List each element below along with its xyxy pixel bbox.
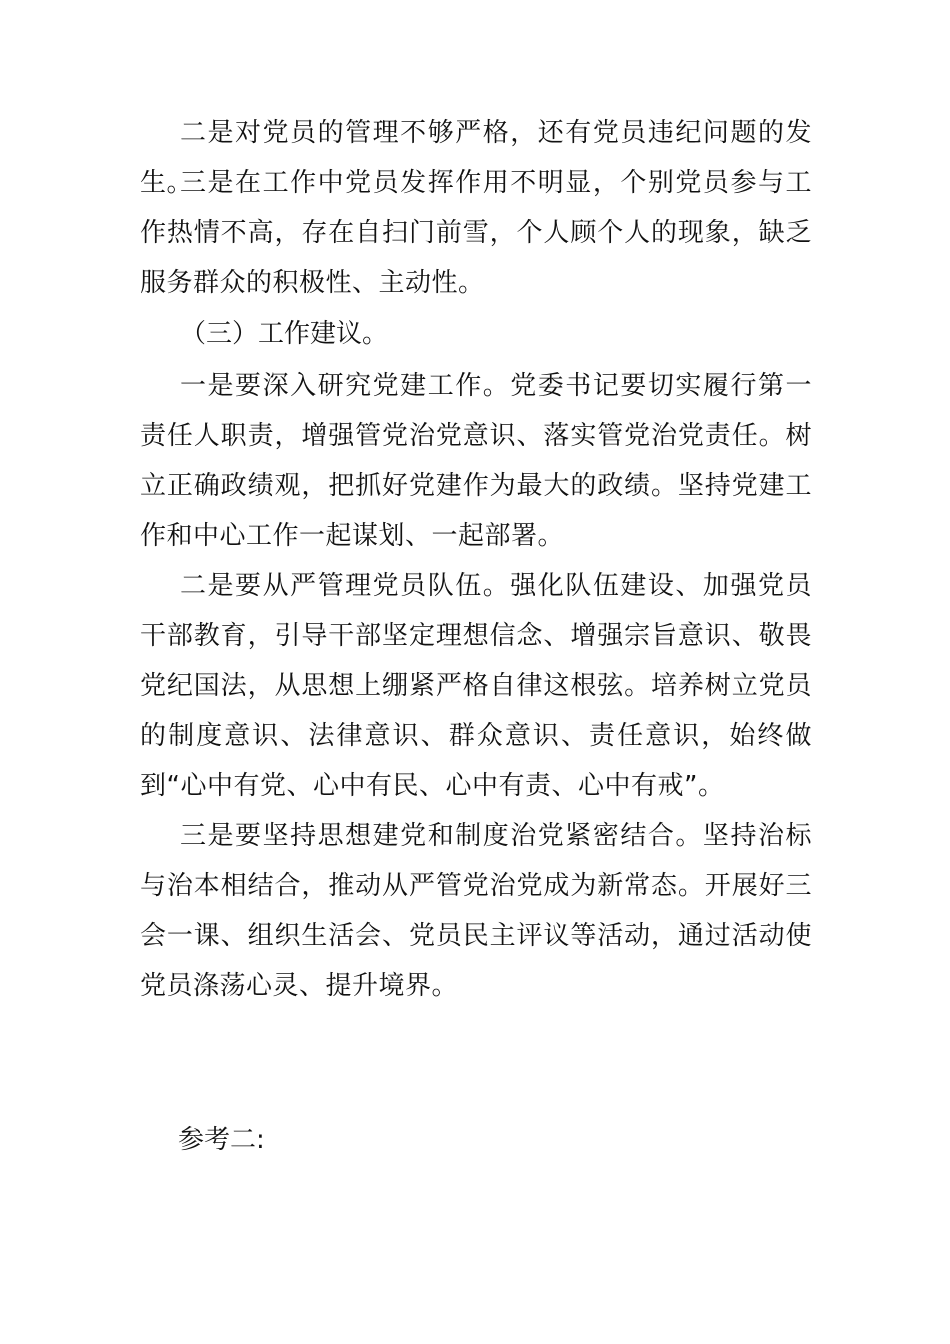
paragraph-party-member-management: 二是对党员的管理不够严格，还有党员违纪问题的发生。 xyxy=(140,118,812,198)
section-heading-work-suggestions: （三）工作建议。 xyxy=(180,319,389,349)
reference-label: 参考二: xyxy=(178,1125,265,1155)
paragraph-suggestion-three: 三是要坚持思想建党和制度治党紧密结合。坚持治标与治本相结合，推动从严管党治党成为新常态。开展好三会一课、组织生活会、党员民主评议等活动，通过活动使党员涤荡心灵、提升境界。 xyxy=(140,821,812,1001)
paragraph-party-member-role: 三是在工作中党员发挥作用不明显，个别党员参与工作热情不高，存在自扫门前雪，个人顾个人的现象，缺乏服务群众的积极性、主动性。 xyxy=(140,168,812,298)
paragraph-suggestion-two: 二是要从严管理党员队伍。强化队伍建设、加强党员干部教育，引导干部坚定理想信念、增强宗旨意识、敬畏党纪国法，从思想上绷紧严格自律这根弦。培养树立党员的制度意识、法律意识、群众意识、责任意识，始终做到“心中有党、心中有民、心中有责、心中有戒”。 xyxy=(140,571,812,801)
paragraph-suggestion-one: 一是要深入研究党建工作。党委书记要切实履行第一责任人职责，增强管党治党意识、落实管党治党责任。树立正确政绩观，把抓好党建作为最大的政绩。坚持党建工作和中心工作一起谋划、一起部署。 xyxy=(140,371,812,551)
